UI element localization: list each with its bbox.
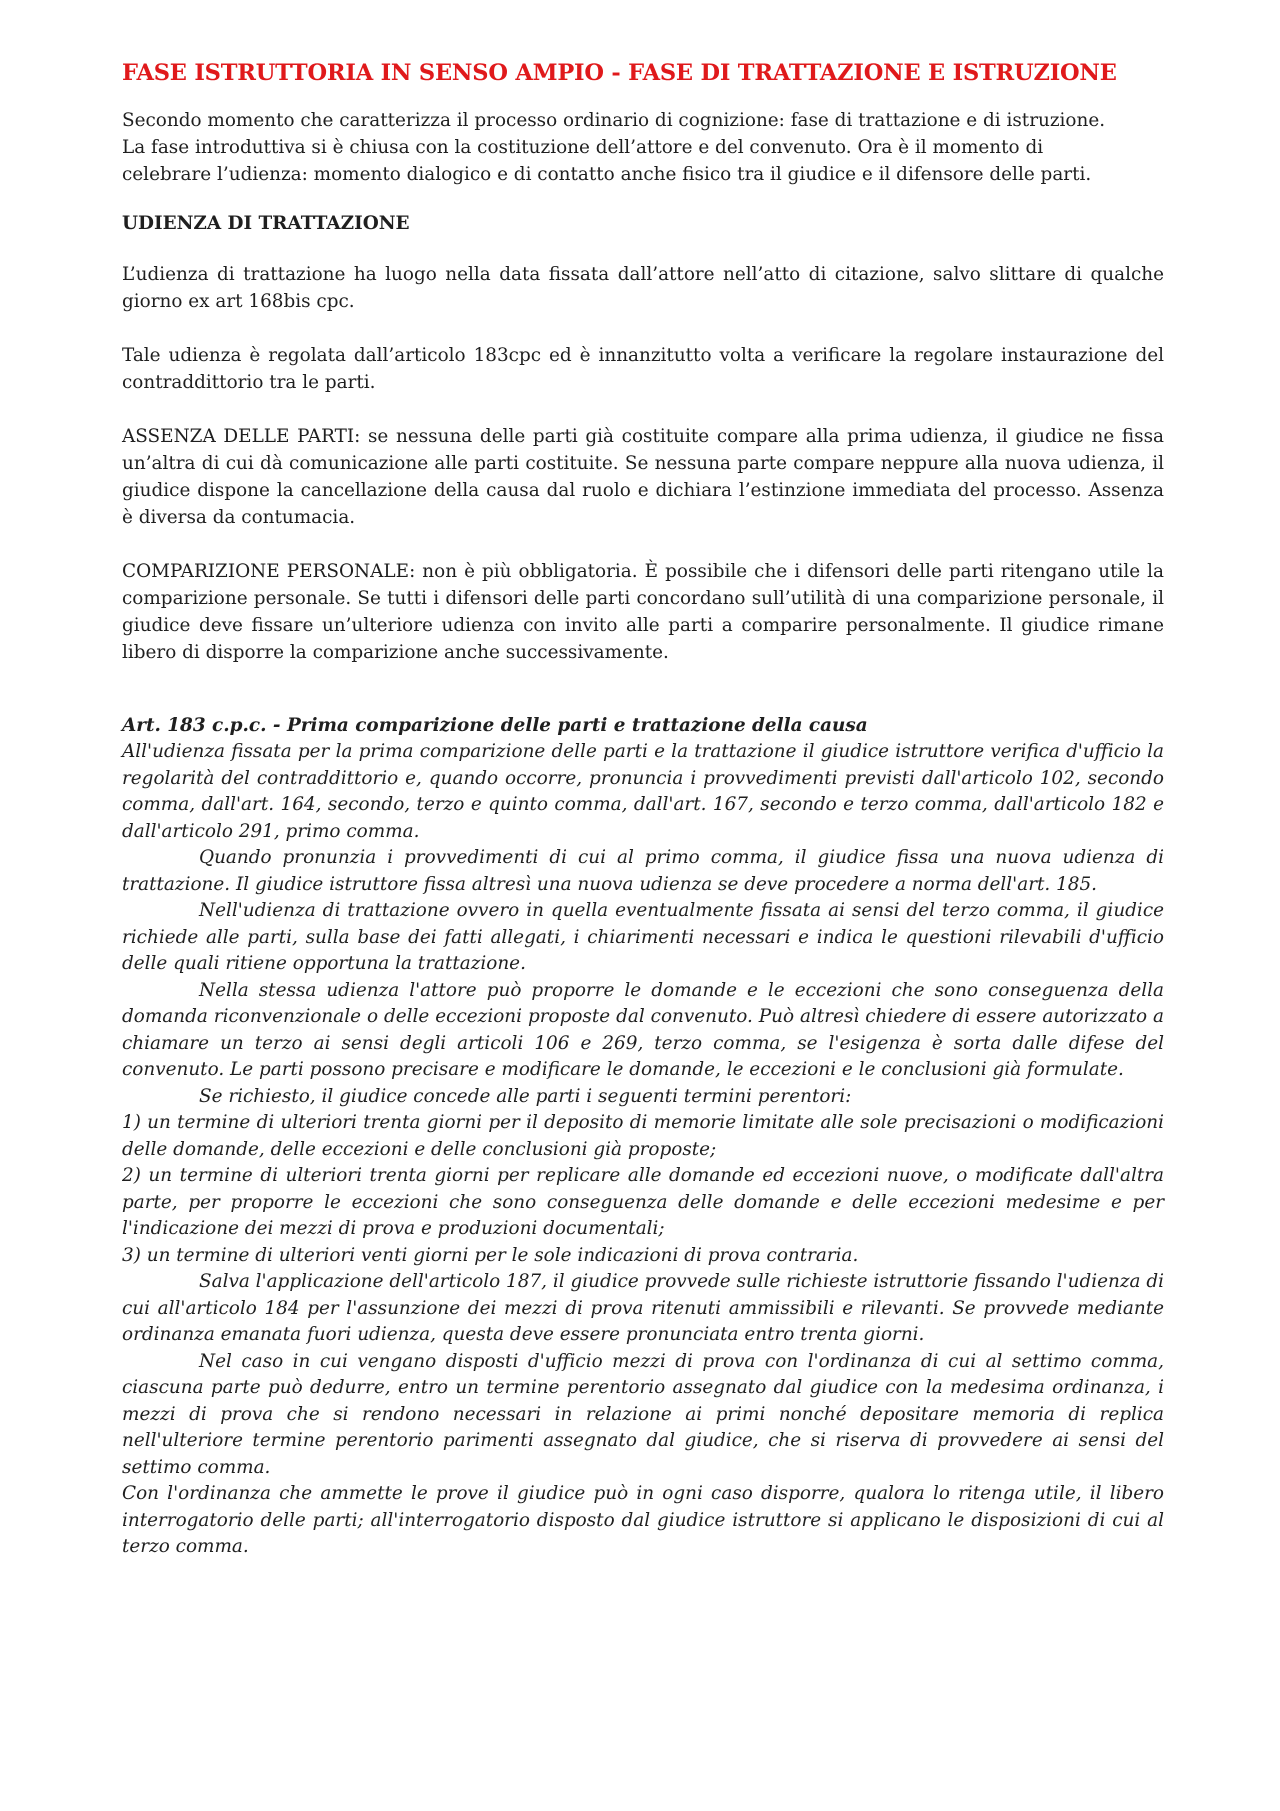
spacer bbox=[122, 666, 1164, 712]
article-list-item-3: 3) un termine di ulteriori venti giorni per le sole indicazioni di prova contraria. bbox=[122, 1244, 859, 1266]
article-paragraph-7: Nel caso in cui vengano disposti d'ufficio mezzi di prova con l'ordinanza di cui al settimo comma, ciascuna parte può dedurre, entro un termine perentorio assegnato dal giudice con la medesima ordinanza, i mezzi di prova che si rendono necessari in relazione ai primi nonché depositare memoria di replica nell'ulteriore termine perentorio parimenti assegnato dal giudice, che si riserva di provvedere ai sensi del settimo comma. bbox=[122, 1350, 1164, 1478]
article-paragraph-5: Se richiesto, il giudice concede alle parti i seguenti termini perentori: bbox=[199, 1085, 852, 1107]
document-page bbox=[122, 58, 1164, 1561]
article-list-item-2: 2) un termine di ulteriori trenta giorni per replicare alle domande ed eccezioni nuove, o modificate dall'altra parte, per proporre le eccezioni che sono conseguenza delle domande e delle eccezioni medesime e per l'indicazione dei mezzi di prova e produzioni documentali; bbox=[122, 1165, 1164, 1239]
document-title: FASE ISTRUTTORIA IN SENSO AMPIO - FASE DI TRATTAZIONE E ISTRUZIONE bbox=[122, 60, 1117, 86]
body-paragraph-comparizione: COMPARIZIONE PERSONALE: non è più obbligatoria. È possibile che i difensori delle parti ritengano utile la comparizione personale. Se tutti i difensori delle parti concordano sull’utilità di una comparizione personale, il giudice deve fissare un’ulteriore udienza con invito alle parti a comparire personalmente. Il giudice rimane libero di disporre la comparizione anche successivamente. bbox=[122, 561, 1164, 663]
article-paragraph-1: All'udienza fissata per la prima comparizione delle parti e la trattazione il giudice istruttore verifica d'ufficio la regolarità del contraddittorio e, quando occorre, pronuncia i provvedimenti previsti dall'articolo 102, secondo comma, dall'art. 164, secondo, terzo e quinto comma, dall'art. 167, secondo e terzo comma, dall'articolo 182 e dall'articolo 291, primo comma. bbox=[122, 741, 1164, 842]
body-paragraph-1: L’udienza di trattazione ha luogo nella data fissata dall’attore nell’atto di citazione, salvo slittare di qualche giorno ex art 168bis cpc. bbox=[122, 264, 1164, 312]
body-paragraph-2: Tale udienza è regolata dall’articolo 183cpc ed è innanzitutto volta a verificare la regolare instaurazione del contraddittorio tra le parti. bbox=[122, 345, 1164, 393]
section-heading: UDIENZA DI TRATTAZIONE bbox=[122, 213, 410, 234]
article-paragraph-6: Salva l'applicazione dell'articolo 187, il giudice provvede sulle richieste istruttorie fissando l'udienza di cui all'articolo 184 per l'assunzione dei mezzi di prova ritenuti ammissibili e rilevanti. Se provvede mediante ordinanza emanata fuori udienza, questa deve essere pronunciata entro trenta giorni. bbox=[122, 1271, 1164, 1345]
article-paragraph-3: Nell'udienza di trattazione ovvero in quella eventualmente fissata ai sensi del terzo comma, il giudice richiede alle parti, sulla base dei fatti allegati, i chiarimenti necessari e indica le questioni rilevabili d'ufficio delle quali ritiene opportuna la trattazione. bbox=[122, 900, 1164, 974]
body-paragraph-assenza: ASSENZA DELLE PARTI: se nessuna delle parti già costituite compare alla prima udienza, il giudice ne fissa un’altra di cui dà comunicazione alle parti costituite. Se nessuna parte compare neppure alla nuova udienza, il giudice dispone la cancellazione della causa dal ruolo e dichiara l’estinzione immediata del processo. Assenza è diversa da contumacia. bbox=[122, 426, 1164, 528]
intro-paragraph-2: La fase introduttiva si è chiusa con la costituzione dell’attore e del convenuto. Ora è il momento di celebrare l’udienza: momento dialogico e di contatto anche fisico tra il giudice e il difensore delle parti. bbox=[122, 137, 1092, 185]
article-paragraph-8: Con l'ordinanza che ammette le prove il giudice può in ogni caso disporre, qualora lo ritenga utile, il libero interrogatorio delle parti; all'interrogatorio disposto dal giudice istruttore si applicano le disposizioni di cui al terzo comma. bbox=[122, 1483, 1164, 1557]
article-title: Art. 183 c.p.c. - Prima comparizione delle parti e trattazione della causa bbox=[122, 715, 868, 736]
intro-paragraph-1: Secondo momento che caratterizza il processo ordinario di cognizione: fase di trattazione e di istruzione. bbox=[122, 110, 1106, 131]
article-list-item-1: 1) un termine di ulteriori trenta giorni per il deposito di memorie limitate alle sole precisazioni o modificazioni delle domande, delle eccezioni e delle conclusioni già proposte; bbox=[122, 1112, 1164, 1160]
article-183-block bbox=[122, 712, 1164, 1561]
article-paragraph-2: Quando pronunzia i provvedimenti di cui al primo comma, il giudice fissa una nuova udienza di trattazione. Il giudice istruttore fissa altresì una nuova udienza se deve procedere a norma dell'art. 185. bbox=[122, 847, 1164, 895]
article-paragraph-4: Nella stessa udienza l'attore può proporre le domande e le eccezioni che sono conseguenza della domanda riconvenzionale o delle eccezioni proposte dal convenuto. Può altresì chiedere di essere autorizzato a chiamare un terzo ai sensi degli articoli 106 e 269, terzo comma, se l'esigenza è sorta dalle difese del convenuto. Le parti possono precisare e modificare le domande, le eccezioni e le conclusioni già formulate. bbox=[122, 979, 1164, 1080]
